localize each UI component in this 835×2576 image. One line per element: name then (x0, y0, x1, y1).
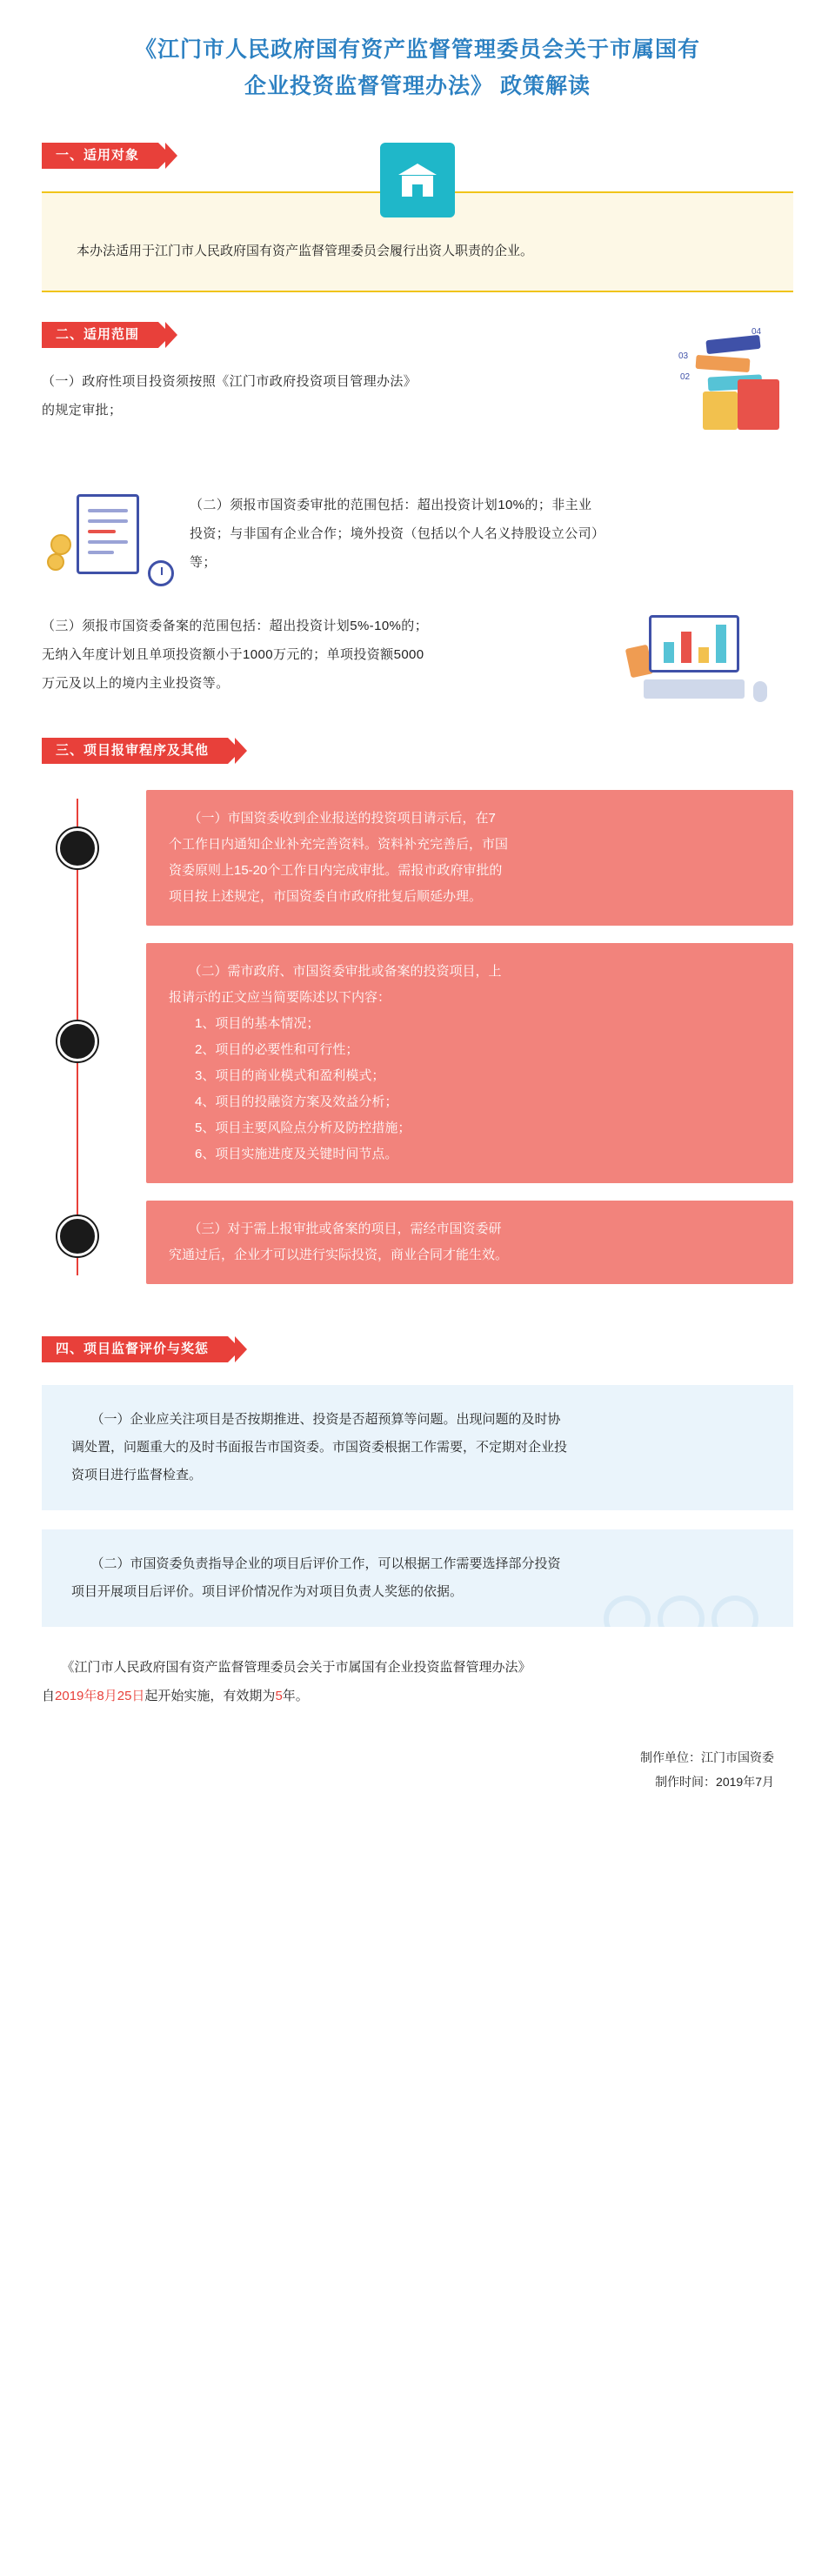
timeline-card-1 (146, 790, 793, 926)
section-4-label: 四、项目监督评价与奖惩 (42, 1336, 228, 1362)
section-2-item-3-line-2: 无纳入年度计划且单项投资额小于1000万元的；单项投资额5000 (42, 647, 424, 662)
book-label-04: 04 (752, 327, 762, 337)
timeline-dot-icon (57, 1021, 97, 1061)
card-2-line-4: 2、项目的必要性和可行性； (169, 1042, 359, 1057)
section-2-item-2-line-3: 等； (190, 555, 217, 570)
timeline-card-3 (146, 1201, 793, 1284)
signoff-block (42, 1745, 774, 1794)
card-2-line-6: 4、项目的投融资方案及效益分析； (169, 1094, 398, 1109)
card-3-line-2: 究通过后，企业才可以进行实际投资，商业合同才能生效。 (169, 1248, 509, 1262)
section-2-item-3-line-1: （三）须报市国资委备案的范围包括：超出投资计划5%-10%的； (42, 619, 429, 633)
timeline-card-2 (146, 943, 793, 1183)
page-title-line-2: 企业投资监督管理办法》 政策解读 (244, 74, 591, 98)
card-2-line-5: 3、项目的商业模式和盈利模式； (169, 1068, 385, 1083)
card-2-line-7: 5、项目主要风险点分析及防控措施； (169, 1121, 411, 1135)
timeline-item (42, 1201, 793, 1284)
section-2-label: 二、适用范围 (42, 322, 158, 348)
section-2-item-2-line-2: 投资；与非国有企业合作；境外投资（包括以个人名义持股设立公司） (190, 526, 605, 541)
card-3-line-1: （三）对于需上报审批或备案的项目，需经市国资委研 (169, 1221, 502, 1236)
section-4-box-2-line-2: 项目开展项目后评价。项目评价情况作为对项目负责人奖惩的依据。 (71, 1584, 464, 1599)
section-4-box-1 (42, 1385, 793, 1510)
card-1-line-4: 项目按上述规定，市国资委自市政府批复后顺延办理。 (169, 889, 483, 904)
book-label-02: 02 (680, 372, 691, 382)
card-1-line-1: （一）市国资委收到企业报送的投资项目请示后，在7 (169, 811, 496, 826)
signoff-maker: 制作单位：江门市国资委 (640, 1750, 774, 1764)
chevron-right-icon (235, 738, 247, 764)
closing-pre: 自 (42, 1689, 56, 1703)
section-header-3 (42, 738, 228, 764)
section-2-item-1-line-1: （一）政府性项目投资须按照《江门市政府投资项目管理办法》 (42, 374, 418, 389)
closing-post: 年。 (282, 1689, 309, 1703)
section-2-item-3 (42, 612, 793, 698)
timeline-dot-icon (57, 1216, 97, 1256)
section-4-box-1-line-1: （一）企业应关注项目是否按期推进、投资是否超预算等问题。出现问题的及时协 (71, 1412, 561, 1427)
timeline-dot-icon (57, 828, 97, 868)
section-2-item-1-line-2: 的规定审批； (42, 403, 123, 418)
closing-mid: 起开始实施，有效期为 (144, 1689, 276, 1703)
section-4-box-2-line-1: （二）市国资委负责指导企业的项目后评价工作，可以根据工作需要选择部分投资 (71, 1556, 561, 1571)
page-title-line-1: 《江门市人民政府国有资产监督管理委员会关于市属国有 (134, 37, 700, 62)
chevron-right-icon (165, 143, 177, 169)
chevron-right-icon (165, 322, 177, 348)
card-2-line-3: 1、项目的基本情况； (169, 1016, 320, 1031)
section-1-content (42, 191, 793, 292)
card-2-line-2: 报请示的正文应当简要陈述以下内容： (169, 990, 391, 1005)
section-2-item-3-line-3: 万元及以上的境内主业投资等。 (42, 676, 230, 691)
section-4-box-1-line-3: 资项目进行监督检查。 (71, 1468, 203, 1482)
card-1-line-3: 资委原则上15-20个工作日内完成审批。需报市政府审批的 (169, 863, 503, 878)
timeline-item (42, 943, 793, 1183)
analytics-icon (628, 612, 793, 716)
book-label-03: 03 (678, 351, 689, 361)
section-4-box-2 (42, 1529, 793, 1627)
card-2-line-1: （二）需市政府、市国资委审批或备案的投资项目，上 (169, 964, 502, 979)
effective-date: 2019年8月25日 (55, 1689, 145, 1703)
document-coins-icon (47, 494, 177, 590)
section-header-2 (42, 322, 158, 348)
section-3-label: 三、项目报审程序及其他 (42, 738, 228, 764)
valid-years: 5 (275, 1689, 283, 1703)
timeline-item (42, 790, 793, 926)
page-title (0, 0, 835, 113)
section-2-item-2-line-1: （二）须报市国资委审批的范围包括：超出投资计划10%的；非主业 (190, 498, 592, 512)
section-1-label: 一、适用对象 (42, 143, 158, 169)
card-2-line-8: 6、项目实施进度及关键时间节点。 (169, 1147, 398, 1161)
section-3-timeline (42, 790, 793, 1284)
decorative-circles-icon (597, 1596, 758, 1627)
section-1-body: 本办法适用于江门市人民政府国有资产监督管理委员会履行出资人职责的企业。 (42, 191, 793, 292)
factory-icon (380, 143, 455, 217)
closing-line-2 (42, 1682, 793, 1710)
books-icon (654, 327, 785, 433)
signoff-time: 制作时间：2019年7月 (655, 1775, 774, 1789)
section-2-item-2 (42, 491, 793, 577)
section-header-1 (42, 143, 158, 169)
card-1-line-2: 个工作日内通知企业补充完善资料。资料补充完善后，市国 (169, 837, 509, 852)
closing-paragraph (42, 1653, 793, 1710)
chevron-right-icon (235, 1336, 247, 1362)
section-header-4 (42, 1336, 228, 1362)
closing-line-1: 《江门市人民政府国有资产监督管理委员会关于市属国有企业投资监督管理办法》 (42, 1660, 531, 1675)
section-4-box-1-line-2: 调处置，问题重大的及时书面报告市国资委。市国资委根据工作需要，不定期对企业投 (71, 1440, 568, 1455)
